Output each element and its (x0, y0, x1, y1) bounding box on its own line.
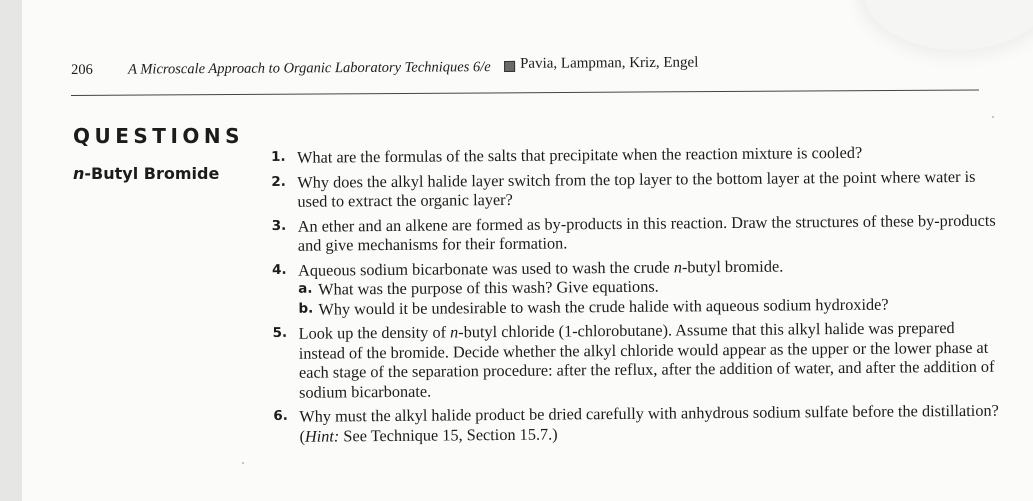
question-text (299, 401, 999, 446)
question-text-part: -butyl chloride (1-chlorobutane). Assume that this alkyl halide was prepared instead of the bromide. Decide whether the alkyl chloride would appear as the upper or the lower phase at each stage of the separation procedure: after the reflux, after the addition of water, and after the addition of sodium bicarbonate. (298, 318, 995, 402)
question-number: 2. (271, 173, 286, 190)
question-text-part: -butyl bromide. (681, 256, 784, 276)
sub-question-letter: a. (298, 280, 313, 297)
italic-n: n (673, 256, 683, 276)
question-item (273, 401, 1003, 446)
question-number: 1. (271, 148, 286, 165)
question-number: 4. (271, 261, 287, 278)
paper-speck (242, 462, 244, 464)
question-number: 5. (272, 324, 288, 341)
question-text (299, 318, 995, 401)
hint-label: Hint: (304, 425, 340, 446)
left-page-edge (0, 0, 22, 501)
corner-shadow (863, 0, 1033, 50)
question-item (271, 166, 1001, 211)
book-title: A Microscale Approach to Organic Laboratory Techniques 6/e (128, 59, 491, 78)
sub-question-text: Why would it be undesirable to wash the crude halide with aqueous sodium hydroxide? (318, 294, 889, 319)
question-text-part: Aqueous sodium bicarbonate was used to wash the crude (297, 256, 674, 280)
section-title (73, 164, 219, 183)
question-item (273, 318, 1004, 402)
sub-question-letter: b. (298, 300, 314, 317)
question-text: Why does the alkyl halide layer switch from the top layer to the bottom layer at the point where water is used to extract the organic layer? (297, 166, 976, 211)
authors: Pavia, Lampman, Kriz, Engel (520, 54, 699, 72)
page-number: 206 (71, 61, 93, 78)
question-text: An ether and an alkene are formed as by-products in this reaction. Draw the structures of these by-products and give mechanisms for their formation. (297, 210, 996, 255)
italic-n: n (450, 322, 459, 342)
question-item (272, 254, 1002, 319)
section-title-rest: -Butyl Bromide (84, 164, 220, 183)
question-text-part: Look up the density of (298, 322, 451, 343)
section-title-italic: n (73, 164, 85, 183)
sub-question-text: What was the purpose of this wash? Give equations. (318, 276, 659, 299)
question-item (272, 210, 1002, 255)
question-text: What are the formulas of the salts that precipitate when the reaction mixture is cooled? (296, 142, 863, 167)
questions-heading: QUESTIONS (73, 124, 245, 148)
question-number: 3. (271, 217, 287, 234)
paper-speck (992, 116, 994, 118)
question-number: 6. (273, 407, 288, 424)
question-text-part: See Technique 15, Section 15.7.) (339, 424, 558, 445)
publisher-square-icon (504, 61, 515, 72)
question-text-part: Why must the alkyl halide product be dried carefully with anhydrous sodium sulfate before the distillation? ( (299, 400, 999, 446)
question-list (271, 142, 1004, 451)
